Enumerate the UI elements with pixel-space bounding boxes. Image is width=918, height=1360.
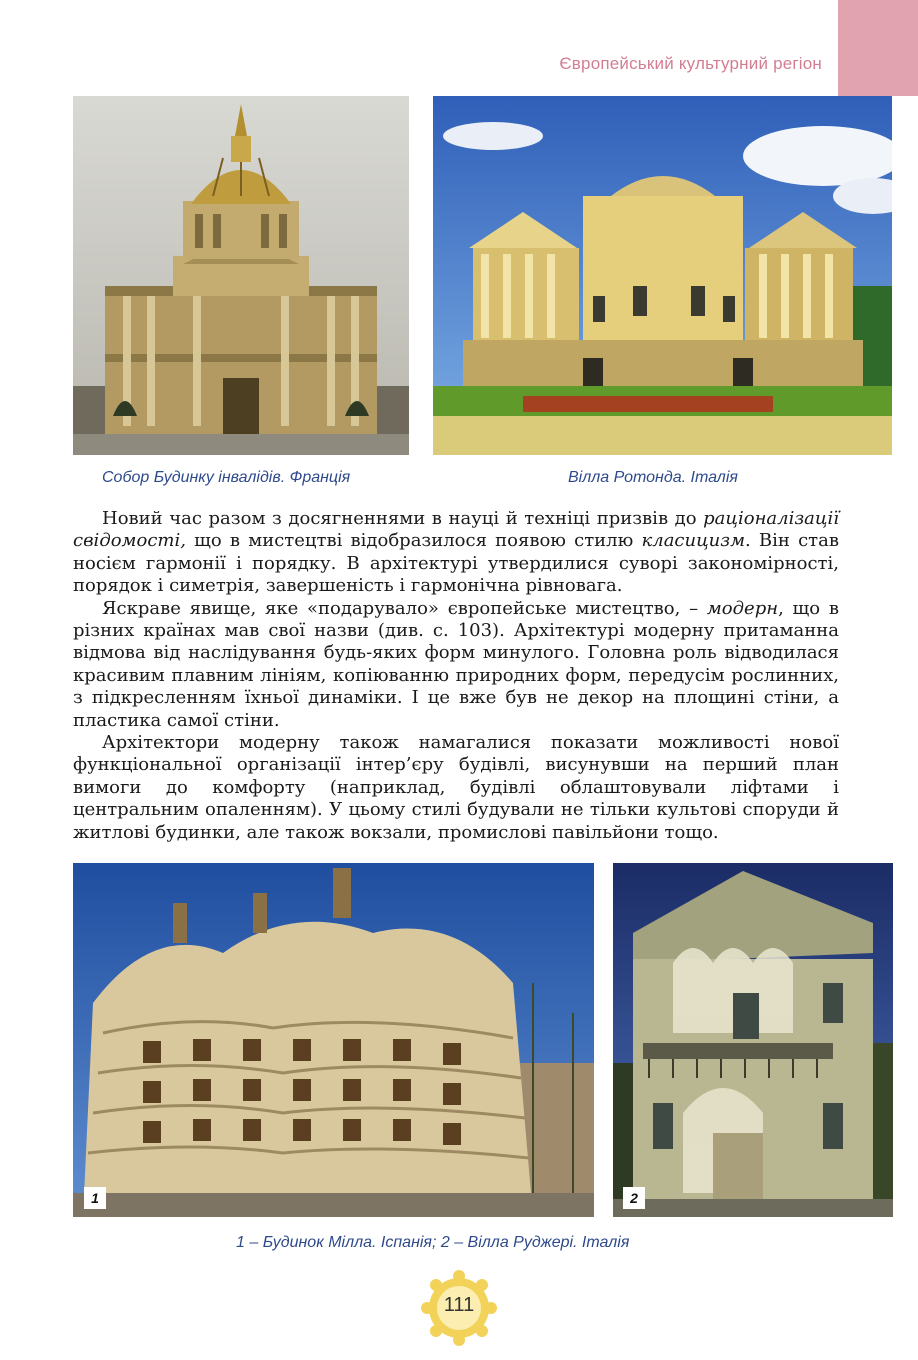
photo-casa-mila <box>73 863 594 1217</box>
photo-villa-ruggeri <box>613 863 893 1217</box>
term-classicism: класицизм <box>641 530 745 552</box>
caption-dome-des-invalides: Собор Будинку інвалідів. Франція <box>102 469 351 486</box>
caption-villa-rotonda: Вілла Ротонда. Італія <box>568 469 738 486</box>
term-modern: модерн <box>706 597 779 619</box>
paragraph-1: Новий час разом з досягненнями в науці й техніці призвів до раціоналізації свідомості, що в мистецтві відобразилося появою стилю класицизм. Він став носієм гармонії і порядку. В архітектурі утвердилися суворі закономірності, порядок і симетрія, завершеність і гармонічна рівновага. <box>73 508 839 597</box>
caption-bottom-figures: 1 – Будинок Мілла. Іспанія; 2 – Вілла Руджері. Італія <box>236 1234 630 1251</box>
figure-badge-1: 1 <box>84 1187 106 1209</box>
page-number-badge <box>419 1268 499 1348</box>
section-tab <box>838 0 918 96</box>
figure-badge-2: 2 <box>623 1187 645 1209</box>
section-title: Європейський культурний регіон <box>559 54 822 73</box>
paragraph-3: Архітектори модерну також намагалися показати можливості нової функціональної організації інтер’єру будівлі, висунувши на перший план вимоги до комфорту (наприклад, будівлі облаштовували ліфтами і центральним опаленням). У цьому стилі будували не тільки культові споруди й житлові будинки, але також вокзали, промислові павільйони тощо. <box>73 732 839 843</box>
photo-villa-rotonda <box>433 96 892 455</box>
term-rationalization: раціоналізації свідомості, <box>73 508 839 552</box>
page-number: 111 <box>443 1294 475 1316</box>
photo-dome-des-invalides <box>73 96 409 455</box>
main-text <box>73 508 839 844</box>
paragraph-2: Яскраве явище, яке «подарувало» європейське мистецтво, – модерн, що в різних країнах мав свої назви (див. с. 103). Архітектурі модерну притаманна відмова від наслідування будь-яких форм минулого. Головна роль відводилася красивим плавним лініям, копіюванню природних форм, передусім рослинних, з підкресленням їхньої динаміки. І це вже був не декор на площині стіни, а пластика самої стіни. <box>73 597 840 731</box>
